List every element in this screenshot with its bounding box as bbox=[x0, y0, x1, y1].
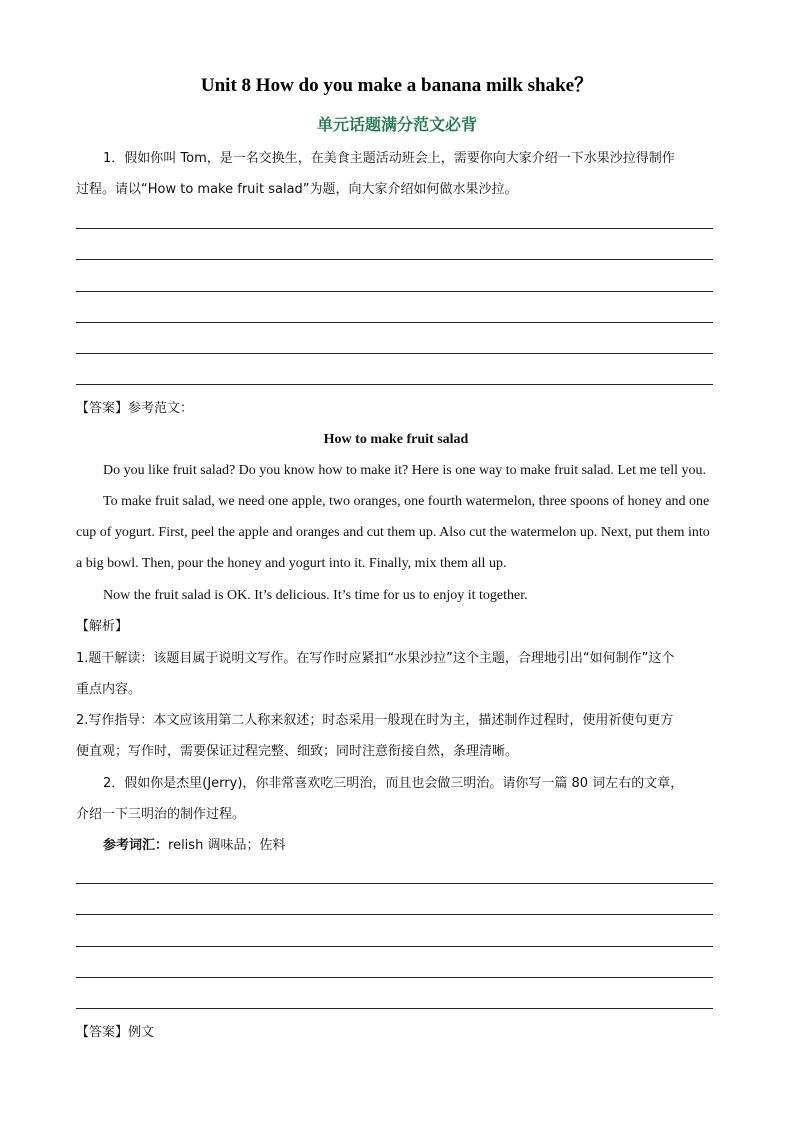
writing-line bbox=[76, 259, 713, 260]
question-2-line-2: 介绍一下三明治的制作过程。 bbox=[76, 807, 246, 822]
essay-paragraph-1: Do you like fruit salad? Do you know how to make it? Here is one way to make fruit salad. Let me tell you. bbox=[103, 463, 707, 478]
analysis-label: 【解析】 bbox=[76, 619, 129, 634]
writing-line bbox=[76, 914, 713, 915]
answer-1-label: 【答案】参考范文： bbox=[76, 401, 194, 416]
vocabulary-text: relish 调味品；佐料 bbox=[168, 838, 286, 853]
answer-2-label: 【答案】例文 bbox=[76, 1025, 155, 1040]
analysis-point-1-line-2: 重点内容。 bbox=[76, 682, 142, 697]
writing-line bbox=[76, 883, 713, 884]
question-2-line-1: 2．假如你是杰里(Jerry)，你非常喜欢吃三明治，而且也会做三明治。请你写一篇 80 词左右的文章， bbox=[103, 776, 684, 791]
writing-line bbox=[76, 291, 713, 292]
vocabulary-label: 参考词汇： bbox=[103, 838, 169, 853]
analysis-point-2-line-1: 2.写作指导：本文应该用第二人称来叙述；时态采用一般现在时为主，描述制作过程时，使用祈使句更方 bbox=[76, 713, 674, 728]
analysis-point-2-line-2: 便直观；写作时，需要保证过程完整、细致；同时注意衔接自然，条理清晰。 bbox=[76, 744, 519, 759]
essay-paragraph-2-line-3: a big bowl. Then, pour the honey and yogurt into it. Finally, mix them all up. bbox=[76, 556, 507, 571]
essay-paragraph-2-line-1: To make fruit salad, we need one apple, two oranges, one fourth watermelon, three spoons of honey and one bbox=[103, 494, 710, 509]
question-1-line-1: 1．假如你叫 Tom，是一名交换生，在美食主题活动班会上，需要你向大家介绍一下水果沙拉得制作 bbox=[103, 151, 675, 166]
essay-paragraph-2-line-2: cup of yogurt. First, peel the apple and oranges and cut them up. Also cut the watermelon up. Next, put them into bbox=[76, 525, 710, 540]
question-1-line-2: 过程。请以“How to make fruit salad”为题，向大家介绍如何做水果沙拉。 bbox=[76, 182, 518, 197]
essay-title: How to make fruit salad bbox=[323, 432, 469, 447]
writing-line bbox=[76, 228, 713, 229]
writing-line bbox=[76, 353, 713, 354]
writing-line bbox=[76, 977, 713, 978]
writing-line bbox=[76, 1008, 713, 1009]
writing-line bbox=[76, 946, 713, 947]
writing-line bbox=[76, 322, 713, 323]
vocabulary-hint bbox=[76, 830, 716, 861]
writing-line bbox=[76, 384, 713, 385]
essay-paragraph-3: Now the fruit salad is OK. It’s delicious. It’s time for us to enjoy it together. bbox=[103, 588, 528, 603]
page-title: Unit 8 How do you make a banana milk shake？ bbox=[200, 75, 594, 96]
section-subtitle: 单元话题满分范文必背 bbox=[316, 115, 477, 134]
analysis-point-1-line-1: 1.题干解读：该题目属于说明文写作。在写作时应紧扣“水果沙拉”这个主题，合理地引出“如何制作”这个 bbox=[76, 651, 675, 666]
